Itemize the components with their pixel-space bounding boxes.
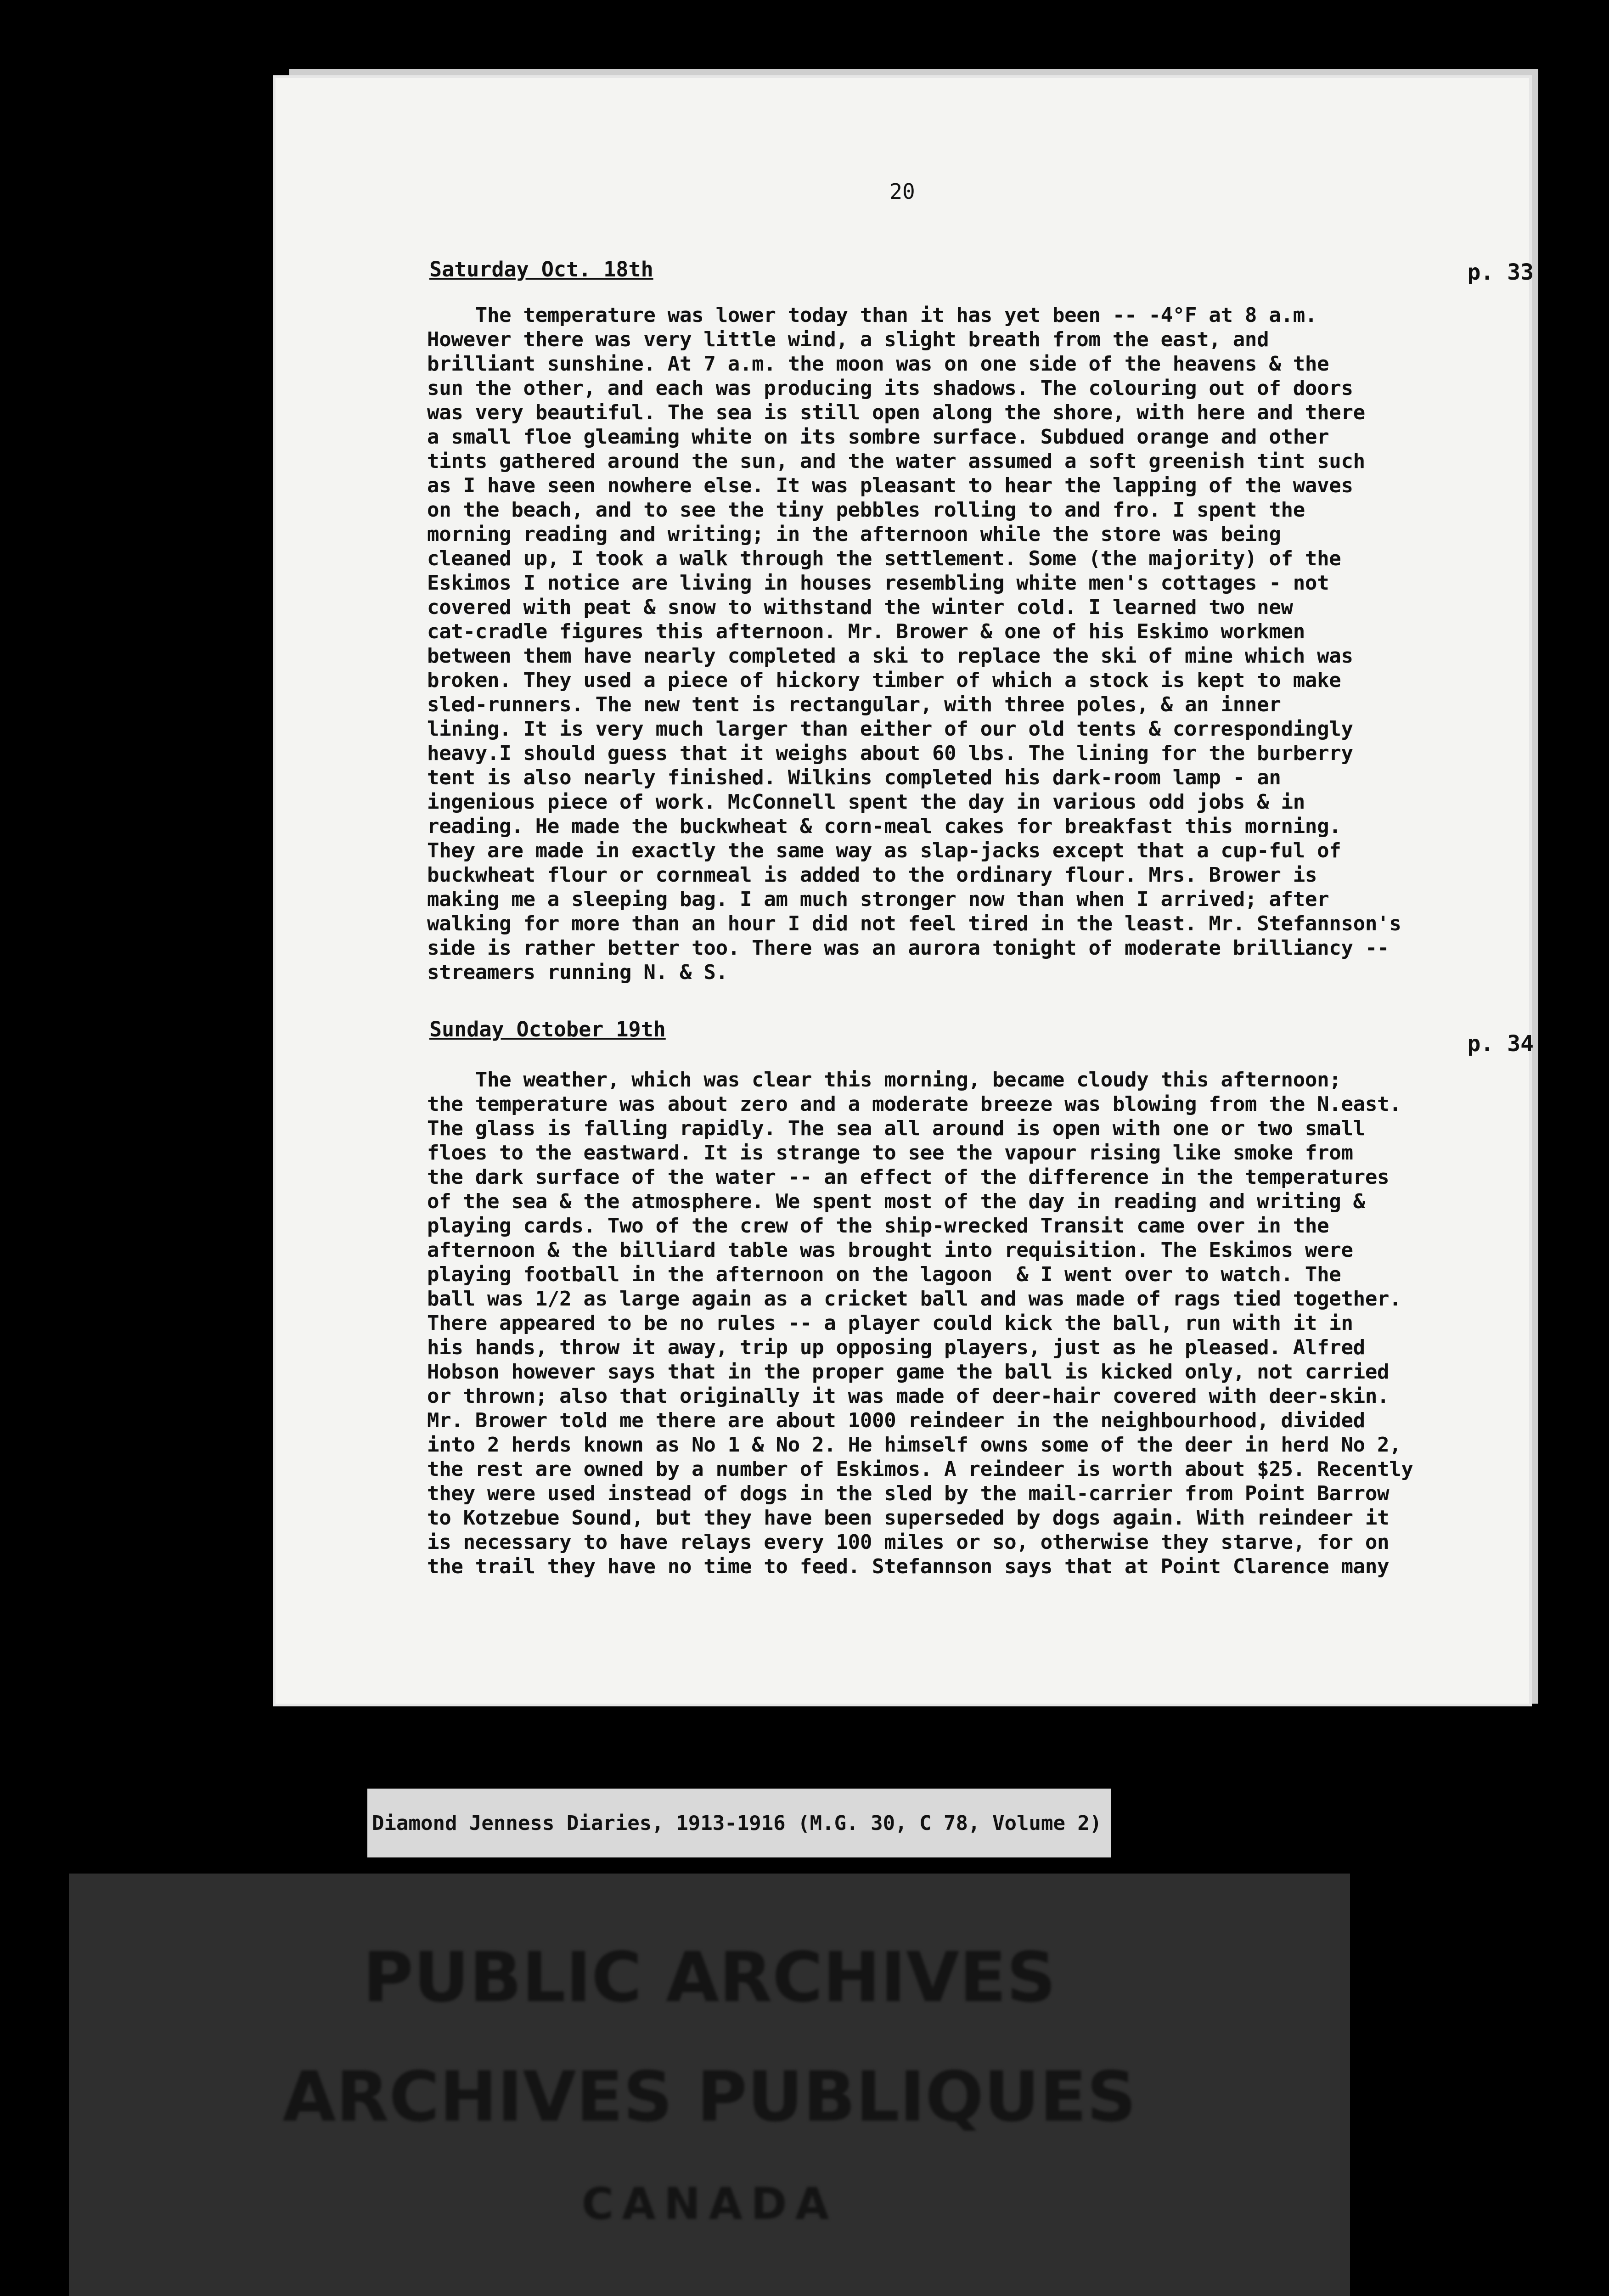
- text-line: making me a sleeping bag. I am much stronger now than when I arrived; after: [427, 888, 1329, 911]
- text-line: cleaned up, I took a walk through the settlement. Some (the majority) of the: [427, 547, 1341, 570]
- text-line: streamers running N. & S.: [427, 961, 728, 984]
- text-line: they were used instead of dogs in the sled by the mail-carrier from Point Barrow: [427, 1482, 1390, 1505]
- text-line: The weather, which was clear this morning, became cloudy this afternoon;: [427, 1068, 1341, 1092]
- entry-heading-saturday: Saturday Oct. 18th: [429, 257, 653, 281]
- text-line: afternoon & the billiard table was brought into requisition. The Eskimos were: [427, 1238, 1353, 1262]
- text-line: playing football in the afternoon on the lagoon & I went over to watch. The: [427, 1263, 1341, 1286]
- stamp-line-3: CANADA: [581, 2179, 838, 2229]
- text-line: lining. It is very much larger than either of our old tents & correspondingly: [427, 717, 1353, 741]
- entry-body-saturday: [427, 303, 1483, 985]
- text-line: a small floe gleaming white on its sombre surface. Subdued orange and other: [427, 425, 1329, 449]
- text-line: morning reading and writing; in the afternoon while the store was being: [427, 523, 1281, 546]
- text-line: covered with peat & snow to withstand the winter cold. I learned two new: [427, 596, 1293, 619]
- text-line: tints gathered around the sun, and the water assumed a soft greenish tint such: [427, 450, 1365, 473]
- document-page: [276, 78, 1534, 1704]
- text-line: between them have nearly completed a ski to replace the ski of mine which was: [427, 644, 1353, 668]
- text-line: of the sea & the atmosphere. We spent most of the day in reading and writing &: [427, 1190, 1365, 1213]
- text-line: the dark surface of the water -- an effect of the difference in the temperatures: [427, 1165, 1390, 1189]
- text-line: the temperature was about zero and a moderate breeze was blowing from the N.east.: [427, 1092, 1401, 1116]
- text-line: or thrown; also that originally it was made of deer-hair covered with deer-skin.: [427, 1384, 1390, 1408]
- text-line: buckwheat flour or cornmeal is added to the ordinary flour. Mrs. Brower is: [427, 863, 1317, 887]
- text-line: heavy.I should guess that it weighs about 60 lbs. The lining for the burberry: [427, 742, 1353, 765]
- text-line: walking for more than an hour I did not feel tired in the least. Mr. Stefannson's: [427, 912, 1401, 935]
- text-line: the trail they have no time to feed. Stefannson says that at Point Clarence many: [427, 1555, 1390, 1578]
- text-line: to Kotzebue Sound, but they have been superseded by dogs again. With reindeer it: [427, 1506, 1390, 1530]
- text-line: brilliant sunshine. At 7 a.m. the moon was on one side of the heavens & the: [427, 352, 1329, 376]
- page-ref-33: p. 33: [1467, 259, 1534, 285]
- text-line: sun the other, and each was producing its shadows. The colouring out of doors: [427, 377, 1353, 400]
- text-line: tent is also nearly finished. Wilkins completed his dark-room lamp - an: [427, 766, 1281, 789]
- archive-label: [367, 1789, 1111, 1857]
- page-number: 20: [889, 179, 915, 204]
- text-line: was very beautiful. The sea is still open along the shore, with here and there: [427, 401, 1365, 424]
- text-line: his hands, throw it away, trip up opposing players, just as he pleased. Alfred: [427, 1336, 1365, 1359]
- text-line: broken. They used a piece of hickory timber of which a stock is kept to make: [427, 669, 1341, 692]
- text-line: Eskimos I notice are living in houses resembling white men's cottages - not: [427, 571, 1329, 595]
- text-line: ingenious piece of work. McConnell spent the day in various odd jobs & in: [427, 790, 1305, 814]
- entry-heading-sunday: Sunday October 19th: [429, 1017, 666, 1041]
- text-line: side is rather better too. There was an aurora tonight of moderate brilliancy --: [427, 936, 1390, 960]
- archives-stamp: [69, 1874, 1350, 2296]
- text-line: reading. He made the buckwheat & corn-meal cakes for breakfast this morning.: [427, 815, 1341, 838]
- text-line: The temperature was lower today than it has yet been -- -4°F at 8 a.m.: [427, 304, 1317, 327]
- text-line: There appeared to be no rules -- a player could kick the ball, run with it in: [427, 1311, 1353, 1335]
- archive-label-text: Diamond Jenness Diaries, 1913-1916 (M.G. 30, C 78, Volume 2): [372, 1811, 1102, 1835]
- text-line: the rest are owned by a number of Eskimos. A reindeer is worth about $25. Recently: [427, 1458, 1413, 1481]
- entry-body-sunday: [427, 1068, 1483, 1579]
- text-line: ball was 1/2 as large again as a cricket ball and was made of rags tied together.: [427, 1287, 1401, 1311]
- text-line: However there was very little wind, a slight breath from the east, and: [427, 328, 1269, 351]
- text-line: sled-runners. The new tent is rectangular, with three poles, & an inner: [427, 693, 1281, 716]
- text-line: on the beach, and to see the tiny pebbles rolling to and fro. I spent the: [427, 498, 1305, 522]
- text-line: cat-cradle figures this afternoon. Mr. Brower & one of his Eskimo workmen: [427, 620, 1305, 643]
- text-line: into 2 herds known as No 1 & No 2. He himself owns some of the deer in herd No 2,: [427, 1433, 1401, 1457]
- text-line: as I have seen nowhere else. It was pleasant to hear the lapping of the waves: [427, 474, 1353, 497]
- page-ref-34: p. 34: [1467, 1031, 1534, 1057]
- text-line: playing cards. Two of the crew of the ship-wrecked Transit came over in the: [427, 1214, 1329, 1238]
- text-line: The glass is falling rapidly. The sea all around is open with one or two small: [427, 1117, 1365, 1140]
- text-line: They are made in exactly the same way as slap-jacks except that a cup-ful of: [427, 839, 1341, 862]
- text-line: Mr. Brower told me there are about 1000 reindeer in the neighbourhood, divided: [427, 1409, 1365, 1432]
- text-line: is necessary to have relays every 100 miles or so, otherwise they starve, for on: [427, 1531, 1390, 1554]
- stamp-line-1: PUBLIC ARCHIVES: [363, 1938, 1056, 2018]
- text-line: floes to the eastward. It is strange to see the vapour rising like smoke from: [427, 1141, 1353, 1165]
- stamp-line-2: ARCHIVES PUBLIQUES: [282, 2057, 1136, 2137]
- text-line: Hobson however says that in the proper game the ball is kicked only, not carried: [427, 1360, 1390, 1384]
